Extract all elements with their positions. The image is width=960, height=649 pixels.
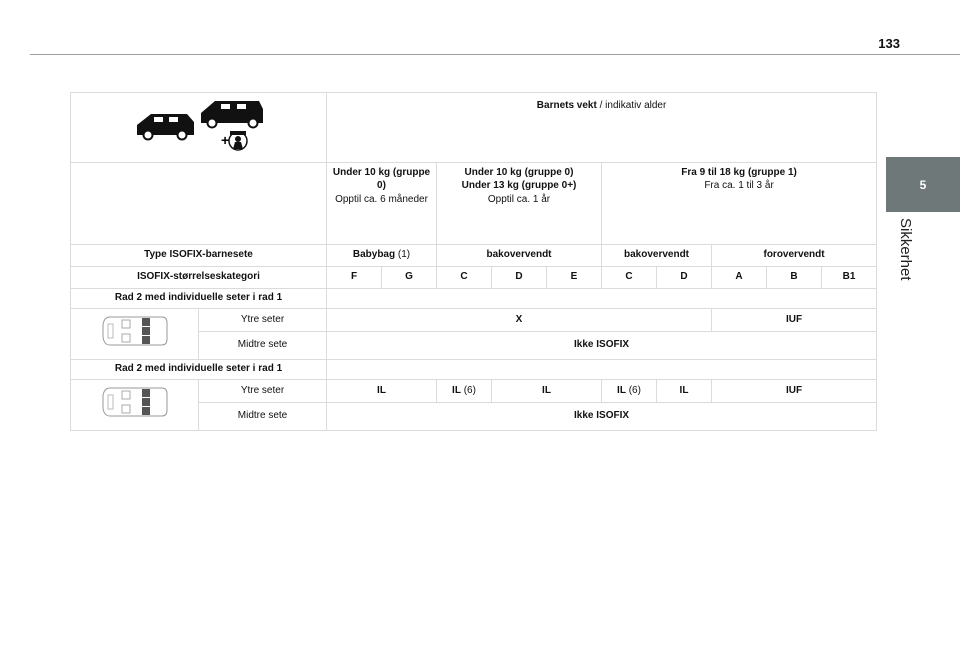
size-class-cell: D [492,266,547,288]
seat-layout-icon [100,382,170,422]
outer-seats-label-2: Ytre seter [199,379,327,402]
group-0plus-age: Opptil ca. 1 år [487,193,551,205]
outer-seats-value-cell [602,379,657,402]
group-0-title: Under 10 kg (gruppe 0) [332,166,431,191]
seat-diagram-cell-1 [71,308,199,359]
weight-label: Barnets vekt [536,100,597,111]
outer-seat-code: IL [679,384,689,396]
outer-seat-code: IL [542,384,551,396]
weight-suffix: / indikativ alder [596,100,667,111]
size-class-cell: B1 [822,266,877,288]
type-row-label: Type ISOFIX-barnesete [71,244,327,266]
group-1-cell [602,162,877,244]
seat-layout-icon [100,311,170,351]
outer-seats-label-1: Ytre seter [199,308,327,331]
size-class-cell: G [382,266,437,288]
outer-seats-value-cell [437,379,492,402]
page-number: 133 [878,36,900,51]
section-1-title: Rad 2 med individuelle seter i rad 1 [71,288,327,308]
outer-seats-value-cell [327,379,437,402]
outer-seats-iuf-1: IUF [712,308,877,331]
section-2-title-empty [327,359,877,379]
outer-seat-code: IUF [786,384,803,396]
header-rule [30,54,960,55]
rearward-cell-2: bakovervendt [602,244,712,266]
seat-diagram-cell-2 [71,379,199,430]
vehicle-icons-cell [71,93,327,163]
forward-cell: forovervendt [712,244,877,266]
outer-seats-value-cell [492,379,602,402]
group-1-title: Fra 9 til 18 kg (gruppe 1) [681,166,797,178]
outer-seats-value-cell [712,379,877,402]
middle-seat-label-1: Midtre sete [199,331,327,359]
isofix-table [70,92,877,431]
van-icon [129,95,269,155]
group-0-age: Opptil ca. 6 måneder [335,193,428,205]
chapter-title: Sikkerhet [897,218,914,281]
middle-seat-value-2: Ikke ISOFIX [327,402,877,430]
outer-seat-note: (6) [460,384,476,396]
size-class-cell: B [767,266,822,288]
chapter-tab[interactable] [886,157,960,212]
size-class-cell: D [657,266,712,288]
size-class-cell: E [547,266,602,288]
size-class-cell: A [712,266,767,288]
weight-header-cell [327,93,877,163]
section-2-title: Rad 2 med individuelle seter i rad 1 [71,359,327,379]
outer-seat-code: IL [452,384,461,396]
group-1-age: Fra ca. 1 til 3 år [704,180,774,191]
chapter-number: 5 [919,177,927,192]
middle-seat-value-1: Ikke ISOFIX [327,331,877,359]
outer-seat-note: (6) [625,384,641,396]
rearward-cell-1: bakovervendt [437,244,602,266]
babybag-note: (1) [395,249,411,261]
size-class-cell: C [437,266,492,288]
group-0plus-cell [437,162,602,244]
size-class-cell: F [327,266,382,288]
group-0plus-title-2: Under 13 kg (gruppe 0+) [461,180,577,191]
outer-seats-value-1: X [327,308,712,331]
size-class-cell: C [602,266,657,288]
middle-seat-label-2: Midtre sete [199,402,327,430]
babybag-label: Babybag [352,249,396,261]
size-row-label: ISOFIX-størrelseskategori [71,266,327,288]
outer-seats-value-cell [657,379,712,402]
group-0-cell [327,162,437,244]
svg-text:+: + [220,132,229,148]
empty-group-label-cell [71,162,327,244]
group-0plus-title-1: Under 10 kg (gruppe 0) [464,166,574,178]
section-1-title-empty [327,288,877,308]
outer-seat-code: IL [617,384,626,396]
babybag-cell [327,244,437,266]
outer-seat-code: IL [377,384,386,396]
